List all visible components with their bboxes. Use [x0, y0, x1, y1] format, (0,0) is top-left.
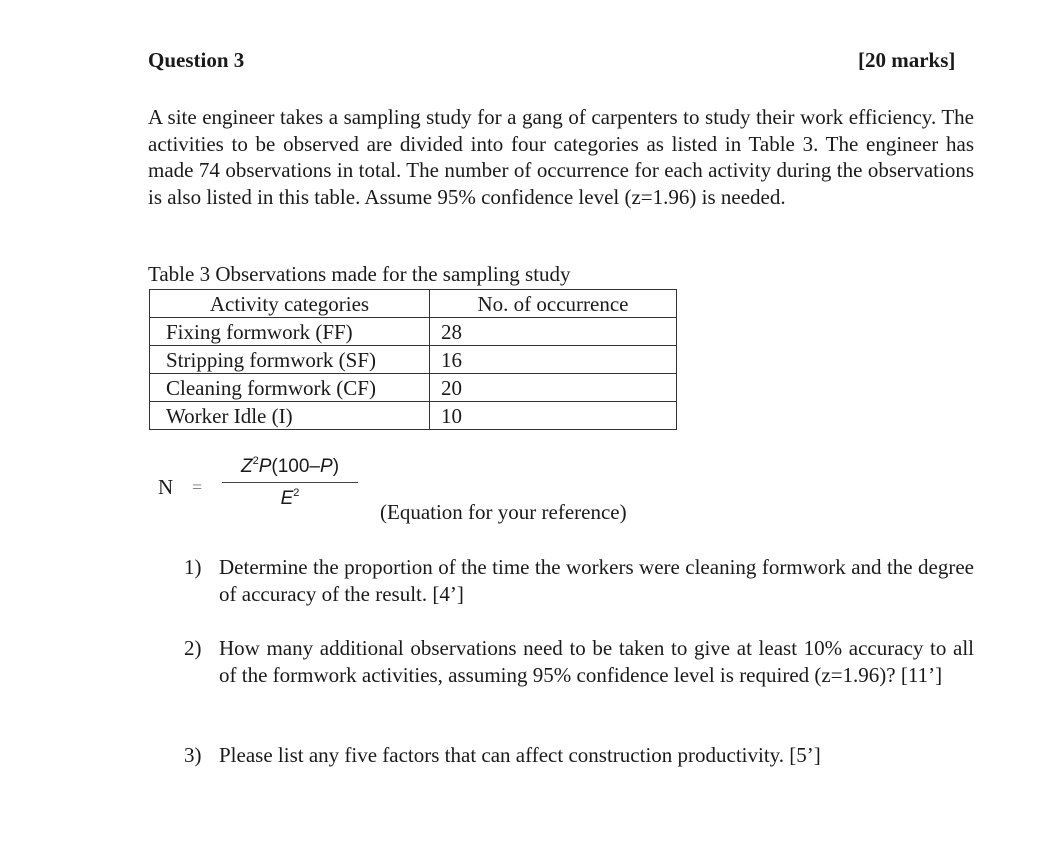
equation-equals: = [192, 477, 203, 497]
question-text: Please list any five factors that can affect construction productivity. [5’] [219, 743, 821, 767]
table-row [150, 374, 677, 402]
activity-cell: Cleaning formwork (CF) [150, 374, 430, 402]
question-item-2 [184, 635, 974, 688]
equation-reference: (Equation for your reference) [380, 500, 627, 524]
question-text: Determine the proportion of the time the workers were cleaning formwork and the degree of accuracy of the result. [4’] [219, 555, 974, 606]
header-activity: Activity categories [150, 290, 430, 318]
observations-table [149, 289, 677, 430]
table-caption: Table 3 Observations made for the sampling study [148, 262, 571, 286]
num-exponent: 2 [252, 455, 259, 467]
num-p2: P [320, 456, 333, 477]
activity-cell: Worker Idle (I) [150, 402, 430, 430]
num-close: ) [332, 456, 340, 477]
table-row [150, 318, 677, 346]
den-exponent: 2 [293, 487, 300, 499]
equation-denominator [222, 487, 358, 510]
equation-fraction [222, 455, 358, 510]
intro-paragraph: A site engineer takes a sampling study for a gang of carpenters to study their work efficiency. The activities to be observed are divided into four categories as listed in Table 3. The engineer has made 74 observations in total. The number of occurrence for each activity during the observations is also listed in this table. Assume 95% confidence level (z=1.96) is needed. [148, 105, 974, 209]
question-item-3 [184, 742, 974, 769]
occurrence-cell: 28 [430, 318, 677, 346]
question-title: Question 3 [148, 48, 245, 72]
num-hundred: (100– [271, 456, 320, 477]
question-item-1 [184, 554, 974, 607]
question-text: How many additional observations need to be taken to give at least 10% accuracy to all of the formwork activities, assuming 95% confidence level is required (z=1.96)? [11’] [219, 636, 974, 687]
den-base: E [280, 488, 294, 509]
equation-numerator [222, 455, 358, 478]
occurrence-cell: 10 [430, 402, 677, 430]
occurrence-cell: 20 [430, 374, 677, 402]
question-number: 1) [184, 555, 202, 579]
table-header-row [150, 290, 677, 318]
num-p: P [258, 456, 272, 477]
question-number: 3) [184, 743, 202, 767]
occurrence-cell: 16 [430, 346, 677, 374]
num-base: Z [240, 456, 253, 477]
activity-cell: Fixing formwork (FF) [150, 318, 430, 346]
question-marks: [20 marks] [858, 48, 956, 72]
activity-cell: Stripping formwork (SF) [150, 346, 430, 374]
table-row [150, 346, 677, 374]
fraction-bar [222, 482, 358, 483]
table-row [150, 402, 677, 430]
equation-lhs: N [158, 475, 174, 499]
question-number: 2) [184, 636, 202, 660]
header-occurrence: No. of occurrence [430, 290, 677, 318]
